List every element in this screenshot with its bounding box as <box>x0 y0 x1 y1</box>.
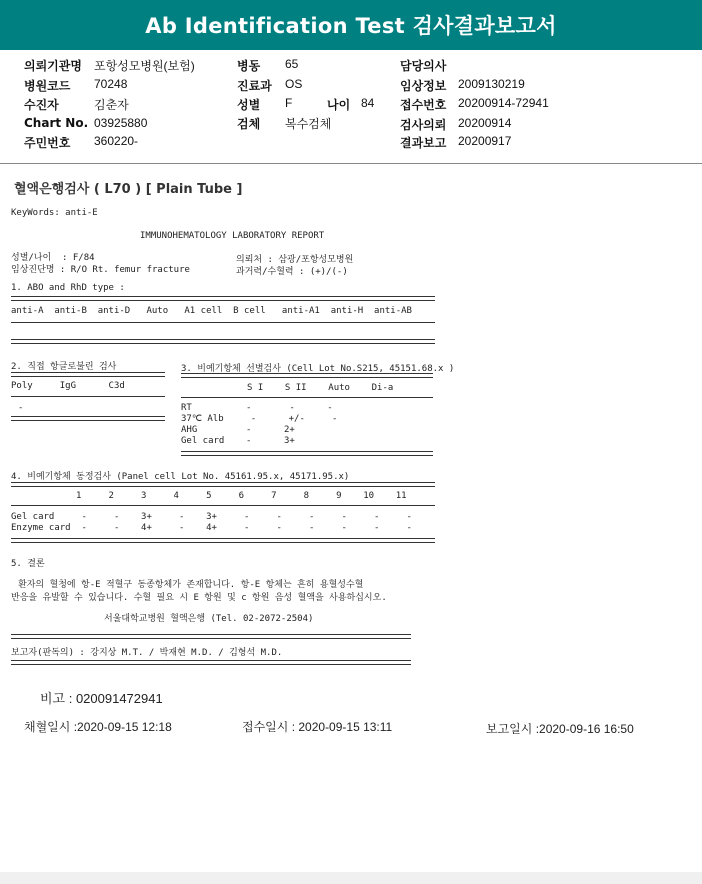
request-value: 20200914 <box>458 116 512 130</box>
divider <box>11 339 435 344</box>
keywords: KeyWords: anti-E <box>11 208 98 218</box>
accession-value: 20200914-72941 <box>458 96 549 110</box>
patient-value: 김춘자 <box>94 98 129 112</box>
dept-row <box>237 77 303 94</box>
ward-label: 병동 <box>237 59 261 73</box>
institution-row <box>24 57 195 74</box>
section4-row-enzyme: Enzyme card - - 4+ - 4+ - - - - - - <box>11 523 412 533</box>
section3-row-alb: 37℃ Alb - +/- - <box>181 414 338 424</box>
divider <box>181 397 433 398</box>
resident-row <box>24 134 139 151</box>
hospital-code-value: 70248 <box>94 77 128 91</box>
accession-row <box>400 96 549 113</box>
divider <box>11 482 435 487</box>
request-row <box>400 116 512 133</box>
divider <box>11 660 411 665</box>
divider <box>11 538 435 543</box>
doctor-row <box>400 57 446 74</box>
sex-value: F <box>285 96 293 110</box>
divider <box>11 416 165 421</box>
section4-columns: 1 2 3 4 5 6 7 8 9 10 11 <box>11 491 407 501</box>
ward-row <box>237 57 299 74</box>
section2-title: 2. 직접 항글로불린 검사 <box>11 362 117 372</box>
specimen-value: 복수검체 <box>285 117 332 131</box>
scan-title: 혈액은행검사 ( L70 ) [ Plain Tube ] <box>14 182 243 197</box>
section1-columns: anti-A anti-B anti-D Auto A1 cell B cell anti-A1 anti-H anti-AB <box>11 306 412 316</box>
section2-value: - <box>18 403 24 413</box>
chart-label: Chart No. <box>24 116 89 130</box>
divider <box>11 322 435 323</box>
section4-title: 4. 비예기항체 동정검사 (Panel cell Lot No. 45161.95.x, 45171.95.x) <box>11 472 350 482</box>
report-title: Ab Identification Test 검사결과보고서 <box>145 14 557 38</box>
section2-columns: Poly IgG C3d <box>11 381 125 391</box>
doctor-label: 담당의사 <box>400 59 447 73</box>
resident-value: 360220- <box>94 134 139 148</box>
conclusion-line1: 환자의 혈청에 항-E 적혈구 동종항체가 존재합니다. 항-E 항체는 흔히 용혈성수혈 <box>18 580 364 590</box>
conclusion-line2: 반응을 유발할 수 있습니다. 수혈 필요 시 E 항원 및 c 항원 음성 혈액을 사용하십시오. <box>11 593 387 603</box>
age-value: 84 <box>361 96 375 110</box>
ward-value: 65 <box>285 57 299 71</box>
report-label: 결과보고 <box>400 136 447 150</box>
institution-label: 의뢰기관명 <box>24 59 82 73</box>
divider <box>11 505 435 506</box>
divider <box>11 396 165 397</box>
divider <box>11 296 435 301</box>
section3-row-ahg: AHG - 2+ <box>181 425 295 435</box>
report-value: 20200917 <box>458 134 512 148</box>
section3-row-gel: Gel card - 3+ <box>181 436 295 446</box>
sex-row <box>237 96 293 113</box>
age-row <box>327 96 375 113</box>
divider <box>11 372 165 377</box>
hospital-code-label: 병원코드 <box>24 79 71 93</box>
lab-contact: 서울대학교병원 혈액은행 (Tel. 02-2072-2504) <box>104 614 314 624</box>
patient-label: 수진자 <box>24 98 59 112</box>
sex-label: 성별 <box>237 98 261 112</box>
dept-value: OS <box>285 77 303 91</box>
report-title-banner <box>0 0 702 50</box>
history: 과거력/수혈력 : (+)/(-) <box>236 267 348 277</box>
clinical-value: 2009130219 <box>458 77 525 91</box>
diagnosis: 임상진단명 : R/O Rt. femur fracture <box>11 265 190 275</box>
accession-label: 접수번호 <box>400 98 447 112</box>
divider <box>181 373 433 378</box>
report-row <box>400 134 512 151</box>
clinical-label: 임상정보 <box>400 79 447 93</box>
age-label: 나이 <box>327 98 351 112</box>
specimen-label: 검체 <box>237 117 261 131</box>
dept-label: 진료과 <box>237 79 272 93</box>
remark: 비고 : 020091472941 <box>40 691 163 706</box>
collected-time: 채혈일시 :2020-09-15 12:18 <box>24 720 172 734</box>
reporter: 보고자(판독의) : 강지상 M.T. / 박재현 M.D. / 김형석 M.D. <box>11 648 283 658</box>
section5-title: 5. 결론 <box>11 559 45 569</box>
resident-label: 주민번호 <box>24 136 71 150</box>
hospital-code-row <box>24 77 128 94</box>
reported-time: 보고일시 :2020-09-16 16:50 <box>486 722 634 736</box>
section3-title: 3. 비예기항체 선별검사 (Cell Lot No.S215, 45151.68.x ) <box>181 364 455 374</box>
header-divider <box>0 163 702 164</box>
sex-age: 성별/나이 : F/84 <box>11 253 95 263</box>
divider <box>181 451 433 456</box>
section3-columns: S I S II Auto Di-a <box>247 383 394 393</box>
specimen-row <box>237 115 332 132</box>
lab-report-title: IMMUNOHEMATOLOGY LABORATORY REPORT <box>140 231 325 241</box>
chart-value: 03925880 <box>94 116 148 130</box>
divider <box>11 634 411 639</box>
request-label: 검사의뢰 <box>400 118 447 132</box>
requester: 의뢰처 : 삼광/포항성모병원 <box>236 255 354 265</box>
section1-title: 1. ABO and RhD type : <box>11 283 125 293</box>
page-bottom-band <box>0 872 702 884</box>
chart-row <box>24 116 148 130</box>
section4-row-gel: Gel card - - 3+ - 3+ - - - - - - <box>11 512 412 522</box>
clinical-row <box>400 77 525 94</box>
received-time: 접수일시 : 2020-09-15 13:11 <box>242 720 393 734</box>
section3-row-rt: RT - - - <box>181 403 333 413</box>
institution-value: 포항성모병원(보험) <box>94 59 195 73</box>
patient-row <box>24 96 129 113</box>
